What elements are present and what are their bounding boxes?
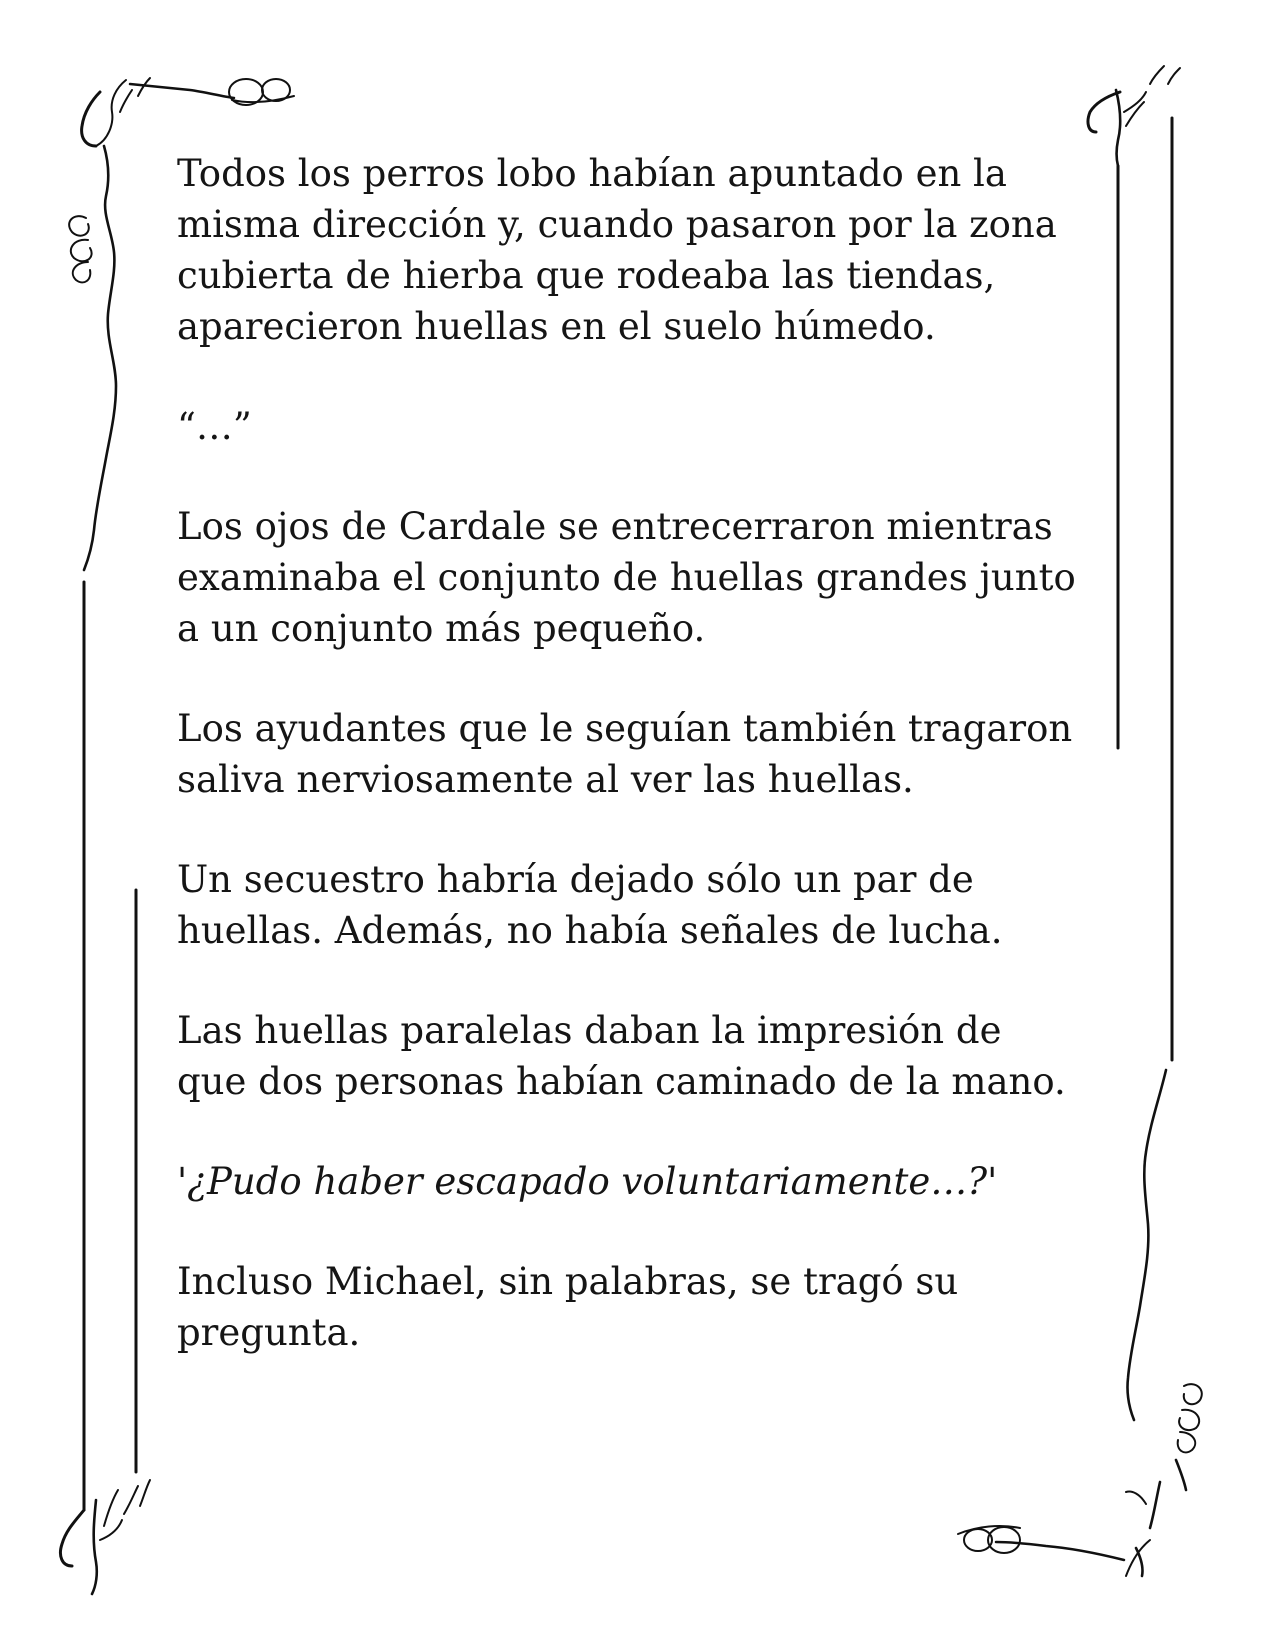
paragraph-7-inner-thought: '¿Pudo haber escapado voluntariamente…?' xyxy=(177,1160,998,1203)
paragraph-8: Incluso Michael, sin palabras, se tragó su pregunta. xyxy=(177,1260,959,1354)
paragraph-1: Todos los perros lobo habían apuntado en la misma dirección y, cuando pasaron por la zona cubierta de hierba que rodeaba las tiendas, aparecieron huellas en el suelo húmedo. xyxy=(177,152,1057,348)
paragraph-2-ellipsis-dialogue: “…” xyxy=(177,405,252,448)
paragraph-4: Los ayudantes que le seguían también tragaron saliva nerviosamente al ver las huellas. xyxy=(177,707,1073,801)
paragraph-5: Un secuestro habría dejado sólo un par de huellas. Además, no había señales de lucha. xyxy=(177,858,1003,952)
bottom-left-flourish xyxy=(60,1480,150,1594)
paragraph-3: Los ojos de Cardale se entrecerraron mientras examinaba el conjunto de huellas grandes junto a un conjunto más pequeño. xyxy=(177,505,1076,650)
chapter-text-block xyxy=(177,148,1107,1407)
paragraph-6: Las huellas paralelas daban la impresión de que dos personas habían caminado de la mano. xyxy=(177,1009,1066,1103)
